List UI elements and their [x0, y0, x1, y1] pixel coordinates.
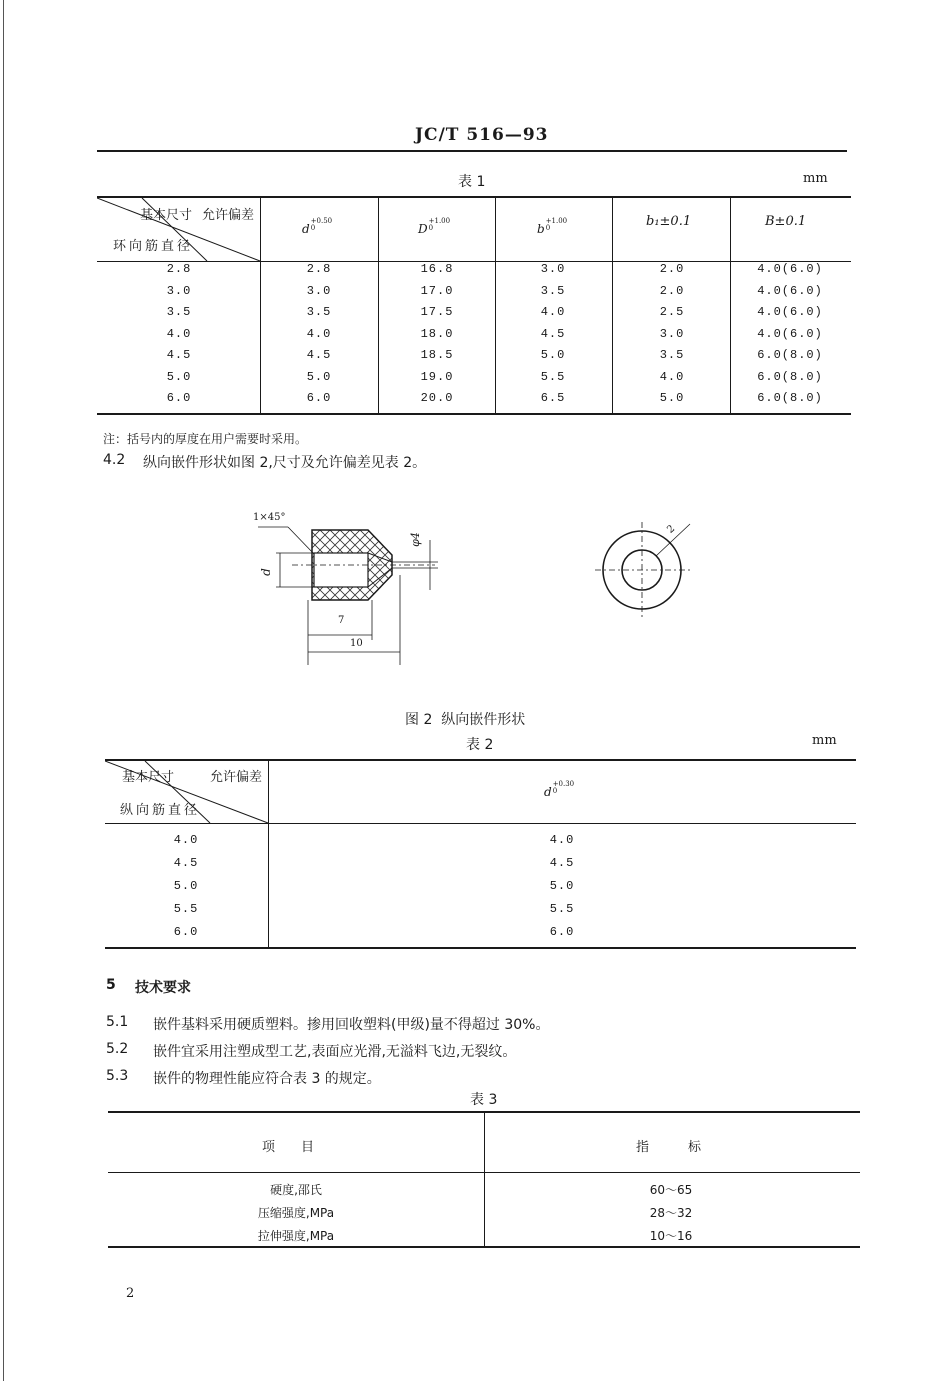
table1-cell: 4.5 [306, 348, 332, 362]
header-rule [97, 150, 847, 152]
table1-row-diameter: 4.5 [166, 348, 192, 362]
item-5-3-number: 5.3 [106, 1068, 129, 1084]
table1-col-B: B±0.1 [765, 214, 807, 229]
table1-cell: 5.5 [540, 369, 566, 384]
table1-cell: 17.0 [420, 283, 454, 298]
table1-cell: 3.0 [306, 283, 332, 298]
table1-col-d: d+0.50 0 [302, 217, 333, 236]
table1-cell: 4.0(6.0) [757, 326, 823, 341]
table1-col-b: b+1.00 0 [537, 217, 568, 236]
table2-row-diameter: 4.5 [173, 856, 199, 870]
table2-caption: 表 2 [466, 737, 494, 753]
table2-cell: 5.0 [549, 879, 575, 893]
table1-cell: 5.0 [659, 391, 685, 405]
table2-row-diameter: 5.0 [173, 879, 199, 893]
figure2-len10-label: 10 [350, 638, 363, 649]
table1-cell: 2.5 [659, 305, 685, 319]
table1-cell: 5.0 [540, 348, 566, 362]
table1-row-diameter: 5.0 [166, 369, 192, 384]
section-4-2-number: 4.2 [103, 452, 126, 468]
table2-col-d: d+0.30 0 [544, 780, 575, 799]
table2-corner-top-left: 基本尺寸 [122, 770, 175, 785]
table3-item: 硬度,邵氏 [270, 1183, 322, 1197]
item-5-2-text: 嵌件宜采用注塑成型工艺,表面应光滑,无溢料飞边,无裂纹。 [153, 1044, 517, 1060]
table1-col-D: D+1.00 0 [418, 217, 451, 236]
table2-cell: 5.5 [549, 902, 575, 916]
table3-header-item: 项 目 [262, 1140, 315, 1155]
table1-cell: 6.0(8.0) [757, 348, 823, 362]
table1-corner-bottom: 环向筋直径 [113, 239, 194, 254]
section5-title: 技术要求 [135, 980, 191, 996]
figure2-chamfer-label: 1×45° [253, 512, 286, 523]
item-5-1-text: 嵌件基料采用硬质塑料。掺用回收塑料(甲级)量不得超过 30%。 [153, 1017, 550, 1033]
table1-cell: 6.0(8.0) [757, 369, 823, 384]
table1-row-diameter: 6.0 [166, 391, 192, 405]
item-5-2-number: 5.2 [106, 1041, 129, 1057]
table2-cell: 4.5 [549, 856, 575, 870]
table1-row-diameter: 3.5 [166, 305, 192, 319]
table1-cell: 19.0 [420, 369, 454, 384]
table1-row-diameter: 2.8 [166, 262, 192, 276]
table1-cell: 4.0(6.0) [757, 283, 823, 298]
table1-cell: 3.5 [540, 283, 566, 298]
table1-cell: 17.5 [420, 305, 454, 319]
table1-cell: 4.0 [540, 305, 566, 319]
table1-corner-top-left: 基本尺寸 [140, 208, 193, 223]
table2-unit: mm [812, 733, 837, 748]
table1-corner-top-right: 允许偏差 [202, 208, 255, 223]
table3-value: 10～16 [649, 1229, 693, 1243]
table2-row-diameter: 6.0 [173, 925, 199, 939]
table1-unit: mm [803, 171, 828, 186]
figure2-drawing [240, 500, 710, 680]
page-number: 2 [126, 1286, 135, 1301]
page-border-left [3, 0, 4, 1381]
table1-row-diameter: 4.0 [166, 326, 192, 341]
table3-item: 压缩强度,MPa [257, 1206, 335, 1220]
table3-value: 60～65 [649, 1183, 693, 1197]
table1-cell: 20.0 [420, 391, 454, 405]
table1-caption: 表 1 [458, 174, 486, 190]
table1-cell: 4.0 [659, 369, 685, 384]
table3-value: 28～32 [649, 1206, 693, 1220]
figure2-caption: 图 2 纵向嵌件形状 [405, 712, 526, 728]
table1-cell: 3.0 [540, 262, 566, 276]
item-5-3-text: 嵌件的物理性能应符合表 3 的规定。 [153, 1071, 381, 1087]
table1-cell: 2.0 [659, 283, 685, 298]
table1-col-b1: b₁±0.1 [646, 214, 692, 229]
figure2-len7-label: 7 [338, 615, 345, 626]
table1-cell: 6.5 [540, 391, 566, 405]
table1-cell: 3.0 [659, 326, 685, 341]
end-view [595, 522, 690, 618]
table3-item: 拉伸强度,MPa [257, 1229, 335, 1243]
standard-number: JC/T 516—93 [415, 125, 549, 145]
item-5-1-number: 5.1 [106, 1014, 129, 1030]
table3-caption: 表 3 [470, 1092, 498, 1108]
table1-row-diameter: 3.0 [166, 283, 192, 298]
table1-note: 注：括号内的厚度在用户需要时采用。 [103, 432, 308, 446]
figure2-r-label: 2 [665, 523, 678, 536]
table2-row-diameter: 5.5 [173, 902, 199, 916]
table1-cell: 4.0(6.0) [757, 305, 823, 319]
table1-cell: 3.5 [306, 305, 332, 319]
table2-row-diameter: 4.0 [173, 833, 199, 847]
table1-cell: 18.5 [420, 348, 454, 362]
table1-cell: 6.0 [306, 391, 332, 405]
figure2-phi4-label: φ4 [408, 532, 422, 547]
table1-cell: 4.5 [540, 326, 566, 341]
table1-cell: 4.0(6.0) [757, 262, 823, 276]
table1-cell: 4.0 [306, 326, 332, 341]
table1-cell: 2.8 [306, 262, 332, 276]
table2-cell: 4.0 [549, 833, 575, 847]
table1-cell: 3.5 [659, 348, 685, 362]
table2-corner-top-right: 允许偏差 [210, 770, 263, 785]
table2-corner-bottom: 纵向筋直径 [120, 803, 201, 818]
section5-number: 5 [106, 977, 116, 993]
table1-cell: 18.0 [420, 326, 454, 341]
table1-cell: 6.0(8.0) [757, 391, 823, 405]
table3-header-value: 指 标 [636, 1140, 702, 1155]
section-4-2-text: 纵向嵌件形状如图 2,尺寸及允许偏差见表 2。 [143, 455, 427, 471]
table2-cell: 6.0 [549, 925, 575, 939]
figure2-d-label: d [258, 568, 273, 576]
table1-cell: 16.8 [420, 262, 454, 276]
table1-cell: 5.0 [306, 369, 332, 384]
table1-cell: 2.0 [659, 262, 685, 276]
